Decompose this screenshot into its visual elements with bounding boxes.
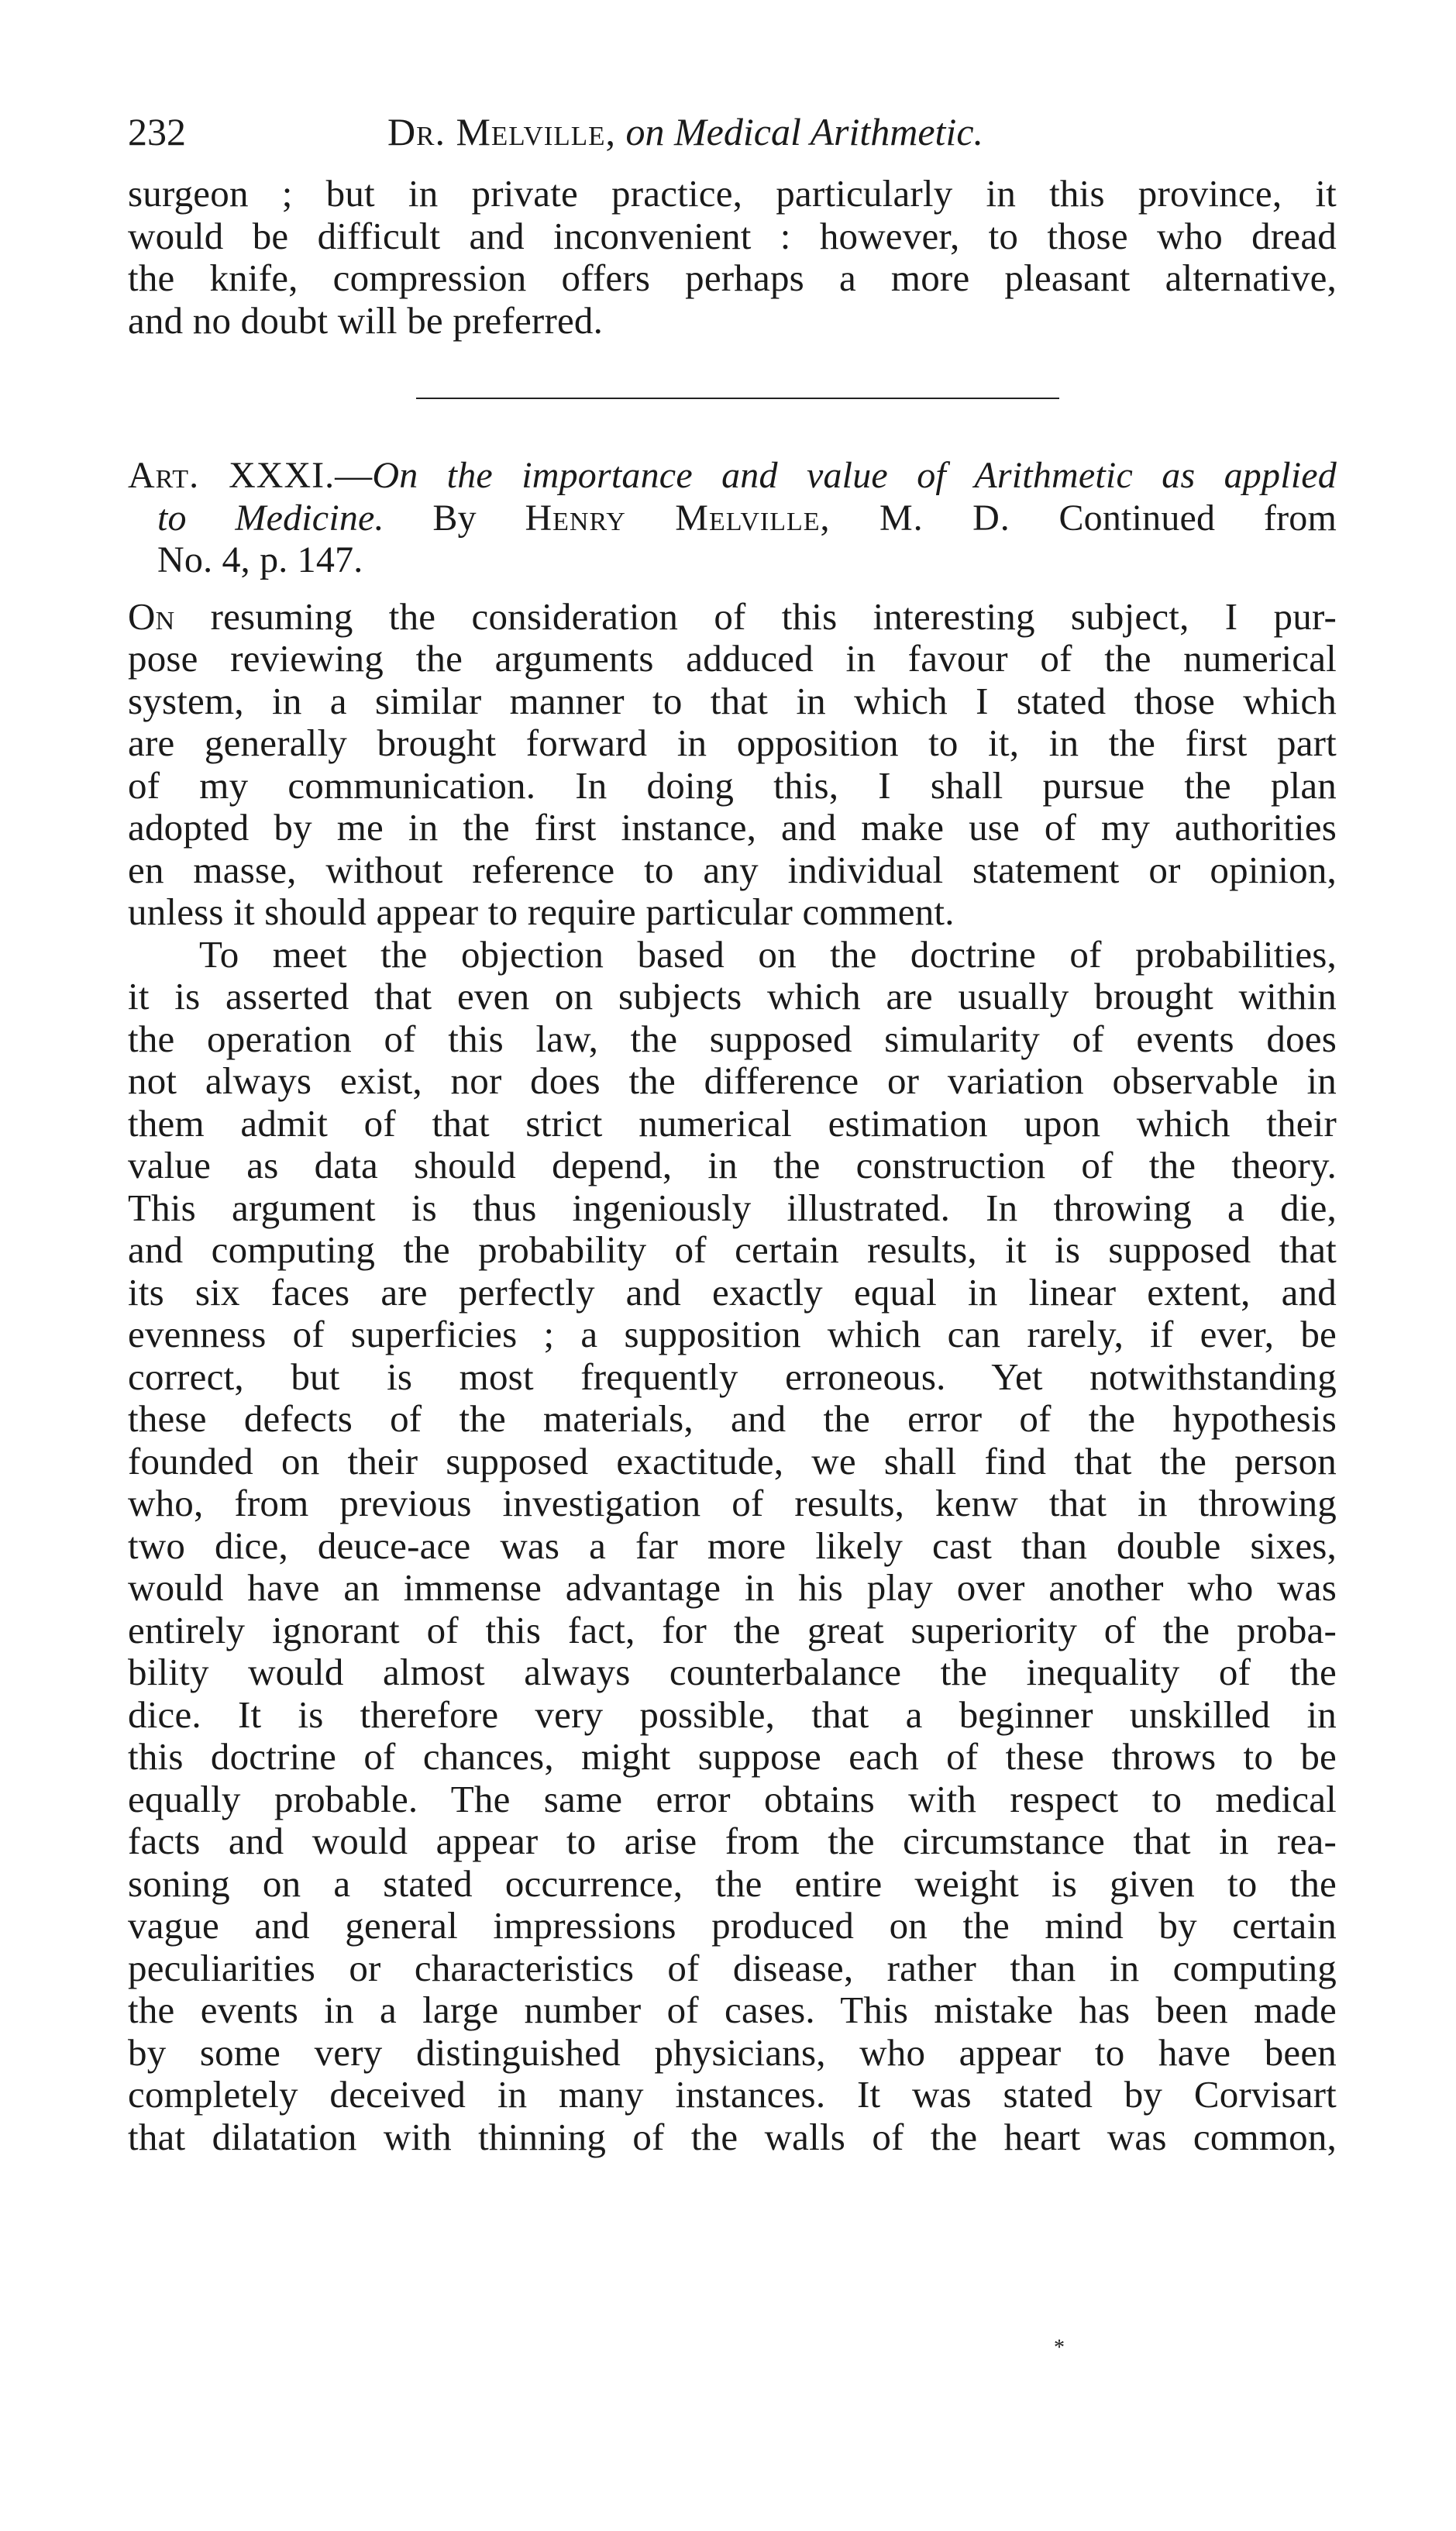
text-line: correct, but is most frequently erroneous. Yet notwithstanding <box>128 1355 1337 1398</box>
text-line: them admit of that strict numerical estimation upon which their <box>128 1101 1337 1145</box>
text-line: by some very distinguished physicians, who appear to have been <box>128 2030 1337 2074</box>
lead-word: On <box>128 594 175 638</box>
signature-mark: * <box>1054 2336 1065 2360</box>
text-line: bility would almost always counterbalance the inequality of the <box>128 1651 1337 1693</box>
text-line: the events in a large number of cases. This mistake has been made <box>128 1989 1337 2031</box>
text-line: not always exist, nor does the difference or variation observable in <box>128 1059 1337 1102</box>
text-line: To meet the objection based on the doctrine of probabilities, <box>199 932 1337 976</box>
article-author: Henry Melville, M. D. <box>525 497 1010 539</box>
text-line: soning on a stated occurrence, the entire weight is given to the <box>128 1861 1337 1905</box>
text-line: system, in a similar manner to that in which I stated those which <box>128 679 1337 722</box>
text-line: and no doubt will be preferred. <box>128 298 604 342</box>
text-line: of my communication. In doing this, I shall pursue the plan <box>128 763 1337 807</box>
article-by: By <box>384 497 525 539</box>
text-line: unless it should appear to require particular comment. <box>128 890 955 933</box>
text-line: This argument is thus ingeniously illustrated. In throwing a die, <box>128 1186 1337 1229</box>
text-fragment: resuming the consideration of this interesting subject, I pur- <box>174 594 1337 638</box>
text-line: en masse, without reference to any individual statement or opinion, <box>128 848 1337 891</box>
article-title-part: to Medicine. <box>157 497 384 539</box>
article-label: Art. XXXI. <box>128 455 336 496</box>
section-divider <box>416 398 1059 399</box>
text-line: that dilatation with thinning of the walls of the heart was common, <box>128 2115 1337 2158</box>
article-heading <box>128 455 1337 582</box>
text-line: are generally brought forward in opposition to it, in the first part <box>128 721 1337 764</box>
running-title-subject: on Medical Arithmetic. <box>616 110 984 153</box>
text-line: these defects of the materials, and the error of the hypothesis <box>128 1397 1337 1440</box>
article-dash: — <box>335 455 373 496</box>
running-head <box>128 105 1337 159</box>
text-line: would be difficult and inconvenient : however, to those who dread <box>128 214 1337 257</box>
document-page <box>128 105 1337 2360</box>
text-line: facts and would appear to arise from the circumstance that in rea- <box>128 1820 1337 1862</box>
body-text <box>128 596 1337 2159</box>
article-heading-line <box>128 455 1337 498</box>
text-line: its six faces are perfectly and exactly equal in linear extent, and <box>128 1270 1337 1314</box>
text-line: who, from previous investigation of results, kenw that in throwing <box>128 1482 1337 1524</box>
text-line: surgeon ; but in private practice, particularly in this province, it <box>128 172 1337 215</box>
text-line: dice. It is therefore very possible, that a beginner unskilled in <box>128 1692 1337 1736</box>
text-line: would have an immense advantage in his play over another who was <box>128 1566 1337 1609</box>
article-title-part: On the importance and value of Arithmetic as applied <box>372 455 1337 496</box>
text-line <box>128 596 1337 639</box>
text-line: peculiarities or characteristics of disease, rather than in computing <box>128 1946 1337 1989</box>
running-title-author: Dr. Melville, <box>387 110 617 153</box>
text-line: evenness of superficies ; a supposition which can rarely, if ever, be <box>128 1313 1337 1355</box>
text-line: completely deceived in many instances. It was stated by Corvisart <box>128 2073 1337 2116</box>
text-line: the knife, compression offers perhaps a more pleasant alternative, <box>128 257 1337 299</box>
text-line: and computing the probability of certain results, it is supposed that <box>128 1228 1337 1271</box>
article-continued: Continued from <box>1010 497 1337 539</box>
text-line: this doctrine of chances, might suppose each of these throws to be <box>128 1735 1337 1778</box>
running-title <box>387 105 983 159</box>
text-line: vague and general impressions produced on the mind by certain <box>128 1904 1337 1947</box>
text-line: two dice, deuce-ace was a far more likely cast than double sixes, <box>128 1524 1337 1567</box>
intro-paragraph <box>128 173 1337 342</box>
text-line: founded on their supposed exactitude, we shall find that the person <box>128 1439 1337 1482</box>
text-line: the operation of this law, the supposed simularity of events does <box>128 1017 1337 1060</box>
text-line: value as data should depend, in the construction of the theory. <box>128 1144 1337 1186</box>
text-line: pose reviewing the arguments adduced in favour of the numerical <box>128 637 1337 680</box>
text-line: entirely ignorant of this fact, for the great superiority of the proba- <box>128 1608 1337 1651</box>
text-line: equally probable. The same error obtains with respect to medical <box>128 1777 1337 1820</box>
text-line: adopted by me in the first instance, and make use of my authorities <box>128 806 1337 849</box>
article-heading-line: No. 4, p. 147. <box>157 539 363 580</box>
page-number: 232 <box>128 110 186 153</box>
text-line: it is asserted that even on subjects which are usually brought within <box>128 975 1337 1018</box>
article-heading-line <box>128 498 1337 540</box>
